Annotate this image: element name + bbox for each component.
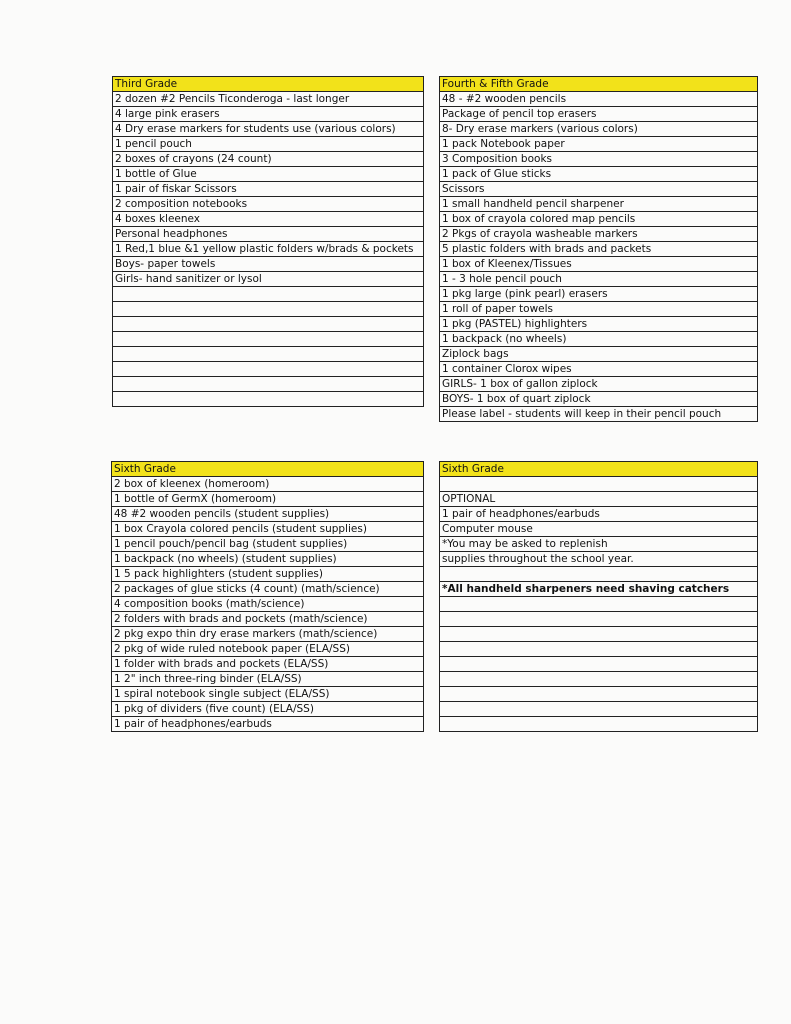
table-row <box>113 257 424 272</box>
supply-item: Please label - students will keep in their pencil pouch <box>440 407 758 422</box>
table-row <box>113 392 424 407</box>
supply-item: 1 5 pack highlighters (student supplies) <box>112 567 424 582</box>
supply-item <box>440 702 758 717</box>
table-row <box>113 167 424 182</box>
supply-item <box>113 362 424 377</box>
table-row <box>440 507 758 522</box>
supply-item <box>113 287 424 302</box>
fourth-fifth-grade-table <box>439 76 758 422</box>
table-row <box>112 537 424 552</box>
table-row <box>440 597 758 612</box>
sixth-grade-table-left <box>111 461 424 732</box>
table-row <box>440 152 758 167</box>
supply-item <box>113 317 424 332</box>
supply-item: Scissors <box>440 182 758 197</box>
supply-item <box>113 392 424 407</box>
supply-item: 48 #2 wooden pencils (student supplies) <box>112 507 424 522</box>
table-row <box>440 627 758 642</box>
supply-item <box>113 302 424 317</box>
supply-item: 2 box of kleenex (homeroom) <box>112 477 424 492</box>
table-row <box>440 92 758 107</box>
table-row <box>440 272 758 287</box>
table-header-row <box>440 462 758 477</box>
supply-item: *All handheld sharpeners need shaving catchers <box>440 582 758 597</box>
table-row <box>440 567 758 582</box>
supply-item <box>440 687 758 702</box>
table-row <box>112 507 424 522</box>
table-row <box>440 657 758 672</box>
table-row <box>440 317 758 332</box>
table-row <box>440 332 758 347</box>
supply-item <box>440 567 758 582</box>
supply-item <box>440 657 758 672</box>
table-row <box>112 477 424 492</box>
table-row <box>113 242 424 257</box>
supply-item: 1 bottle of GermX (homeroom) <box>112 492 424 507</box>
supply-item: 1 box of Kleenex/Tissues <box>440 257 758 272</box>
table-row <box>112 597 424 612</box>
supply-item: 1 pair of headphones/earbuds <box>112 717 424 732</box>
supply-item <box>440 642 758 657</box>
table-row <box>440 537 758 552</box>
supply-item: 2 pkg of wide ruled notebook paper (ELA/SS) <box>112 642 424 657</box>
table-row <box>440 522 758 537</box>
supply-item: 1 pkg (PASTEL) highlighters <box>440 317 758 332</box>
table-row <box>113 152 424 167</box>
table-row <box>440 137 758 152</box>
supply-item: 4 boxes kleenex <box>113 212 424 227</box>
table-row <box>112 567 424 582</box>
supply-item: 1 spiral notebook single subject (ELA/SS) <box>112 687 424 702</box>
supply-item: 2 composition notebooks <box>113 197 424 212</box>
table-row <box>440 492 758 507</box>
supply-item: 1 Red,1 blue &1 yellow plastic folders w/brads & pockets <box>113 242 424 257</box>
table-row <box>113 92 424 107</box>
table-row <box>113 122 424 137</box>
sixth-grade-left-body <box>112 462 424 732</box>
table-row <box>112 717 424 732</box>
supply-item: 5 plastic folders with brads and packets <box>440 242 758 257</box>
supply-item: 1 2" inch three-ring binder (ELA/SS) <box>112 672 424 687</box>
supply-item: *You may be asked to replenish <box>440 537 758 552</box>
table-row <box>440 107 758 122</box>
table-row <box>440 582 758 597</box>
table-row <box>113 182 424 197</box>
supply-item: 1 pack Notebook paper <box>440 137 758 152</box>
supply-item: 1 - 3 hole pencil pouch <box>440 272 758 287</box>
table-title: Sixth Grade <box>112 462 424 477</box>
table-row <box>440 122 758 137</box>
supply-item: BOYS- 1 box of quart ziplock <box>440 392 758 407</box>
supply-item: supplies throughout the school year. <box>440 552 758 567</box>
supply-item <box>440 627 758 642</box>
table-row <box>112 687 424 702</box>
third-grade-table <box>112 76 424 407</box>
supply-item: 2 dozen #2 Pencils Ticonderoga - last longer <box>113 92 424 107</box>
table-row <box>440 407 758 422</box>
supply-item: Boys- paper towels <box>113 257 424 272</box>
supply-item <box>440 612 758 627</box>
supply-item: 3 Composition books <box>440 152 758 167</box>
supply-item <box>440 672 758 687</box>
table-row <box>440 197 758 212</box>
supply-item: Computer mouse <box>440 522 758 537</box>
supply-item: GIRLS- 1 box of gallon ziplock <box>440 377 758 392</box>
supply-item: 1 pencil pouch <box>113 137 424 152</box>
table-row <box>440 242 758 257</box>
table-row <box>440 702 758 717</box>
supply-item <box>440 717 758 732</box>
table-row <box>440 717 758 732</box>
supply-item: 1 backpack (no wheels) (student supplies) <box>112 552 424 567</box>
supply-item: 2 Pkgs of crayola washeable markers <box>440 227 758 242</box>
supply-item: 2 boxes of crayons (24 count) <box>113 152 424 167</box>
table-row <box>440 167 758 182</box>
table-row <box>440 212 758 227</box>
supply-item <box>440 597 758 612</box>
supply-item: 1 box of crayola colored map pencils <box>440 212 758 227</box>
table-row <box>440 362 758 377</box>
supply-item <box>113 347 424 362</box>
table-row <box>440 257 758 272</box>
table-row <box>112 702 424 717</box>
table-row <box>440 302 758 317</box>
table-row <box>440 347 758 362</box>
table-row <box>113 212 424 227</box>
supply-item: 1 pair of headphones/earbuds <box>440 507 758 522</box>
supply-item: 1 bottle of Glue <box>113 167 424 182</box>
table-row <box>113 287 424 302</box>
table-row <box>113 197 424 212</box>
table-row <box>113 107 424 122</box>
table-row <box>440 287 758 302</box>
table-row <box>113 377 424 392</box>
supply-item: 1 pack of Glue sticks <box>440 167 758 182</box>
supply-item: 1 pkg of dividers (five count) (ELA/SS) <box>112 702 424 717</box>
table-row <box>113 317 424 332</box>
sixth-grade-table-right <box>439 461 758 732</box>
supply-item: Personal headphones <box>113 227 424 242</box>
third-grade-body <box>113 77 424 407</box>
table-row <box>112 552 424 567</box>
table-row <box>113 362 424 377</box>
supply-item <box>113 377 424 392</box>
supply-item: Girls- hand sanitizer or lysol <box>113 272 424 287</box>
table-row <box>112 642 424 657</box>
table-row <box>112 522 424 537</box>
table-row <box>113 347 424 362</box>
supply-item: 1 container Clorox wipes <box>440 362 758 377</box>
table-row <box>440 687 758 702</box>
table-header-row <box>113 77 424 92</box>
supply-item: 1 pkg large (pink pearl) erasers <box>440 287 758 302</box>
table-row <box>113 302 424 317</box>
table-row <box>440 552 758 567</box>
table-row <box>440 377 758 392</box>
table-row <box>113 227 424 242</box>
supply-item: 4 Dry erase markers for students use (various colors) <box>113 122 424 137</box>
supply-item: 1 small handheld pencil sharpener <box>440 197 758 212</box>
supply-item: 4 composition books (math/science) <box>112 597 424 612</box>
supply-item: 48 - #2 wooden pencils <box>440 92 758 107</box>
table-header-row <box>440 77 758 92</box>
supply-item: Package of pencil top erasers <box>440 107 758 122</box>
supply-item: Ziplock bags <box>440 347 758 362</box>
table-header-row <box>112 462 424 477</box>
supply-item: 1 backpack (no wheels) <box>440 332 758 347</box>
fourth-fifth-grade-body <box>440 77 758 422</box>
supply-item: 1 folder with brads and pockets (ELA/SS) <box>112 657 424 672</box>
sixth-grade-right-body <box>440 462 758 732</box>
table-row <box>112 627 424 642</box>
table-title: Sixth Grade <box>440 462 758 477</box>
supply-item: 1 pair of fiskar Scissors <box>113 182 424 197</box>
supply-item: 1 box Crayola colored pencils (student supplies) <box>112 522 424 537</box>
table-row <box>440 612 758 627</box>
supply-item <box>440 477 758 492</box>
supply-item <box>113 332 424 347</box>
table-row <box>440 182 758 197</box>
table-row <box>112 492 424 507</box>
table-row <box>440 227 758 242</box>
table-row <box>113 137 424 152</box>
table-row <box>112 582 424 597</box>
table-row <box>112 672 424 687</box>
supply-item: 1 roll of paper towels <box>440 302 758 317</box>
supply-item: 2 pkg expo thin dry erase markers (math/science) <box>112 627 424 642</box>
table-title: Third Grade <box>113 77 424 92</box>
table-row <box>112 612 424 627</box>
supply-item: 1 pencil pouch/pencil bag (student supplies) <box>112 537 424 552</box>
table-row <box>440 642 758 657</box>
supply-item: 2 folders with brads and pockets (math/science) <box>112 612 424 627</box>
supply-item: 2 packages of glue sticks (4 count) (math/science) <box>112 582 424 597</box>
table-title: Fourth & Fifth Grade <box>440 77 758 92</box>
supply-item: 8- Dry erase markers (various colors) <box>440 122 758 137</box>
table-row <box>440 672 758 687</box>
supply-item: OPTIONAL <box>440 492 758 507</box>
table-row <box>113 272 424 287</box>
table-row <box>112 657 424 672</box>
table-row <box>440 392 758 407</box>
table-row <box>440 477 758 492</box>
supply-item: 4 large pink erasers <box>113 107 424 122</box>
table-row <box>113 332 424 347</box>
